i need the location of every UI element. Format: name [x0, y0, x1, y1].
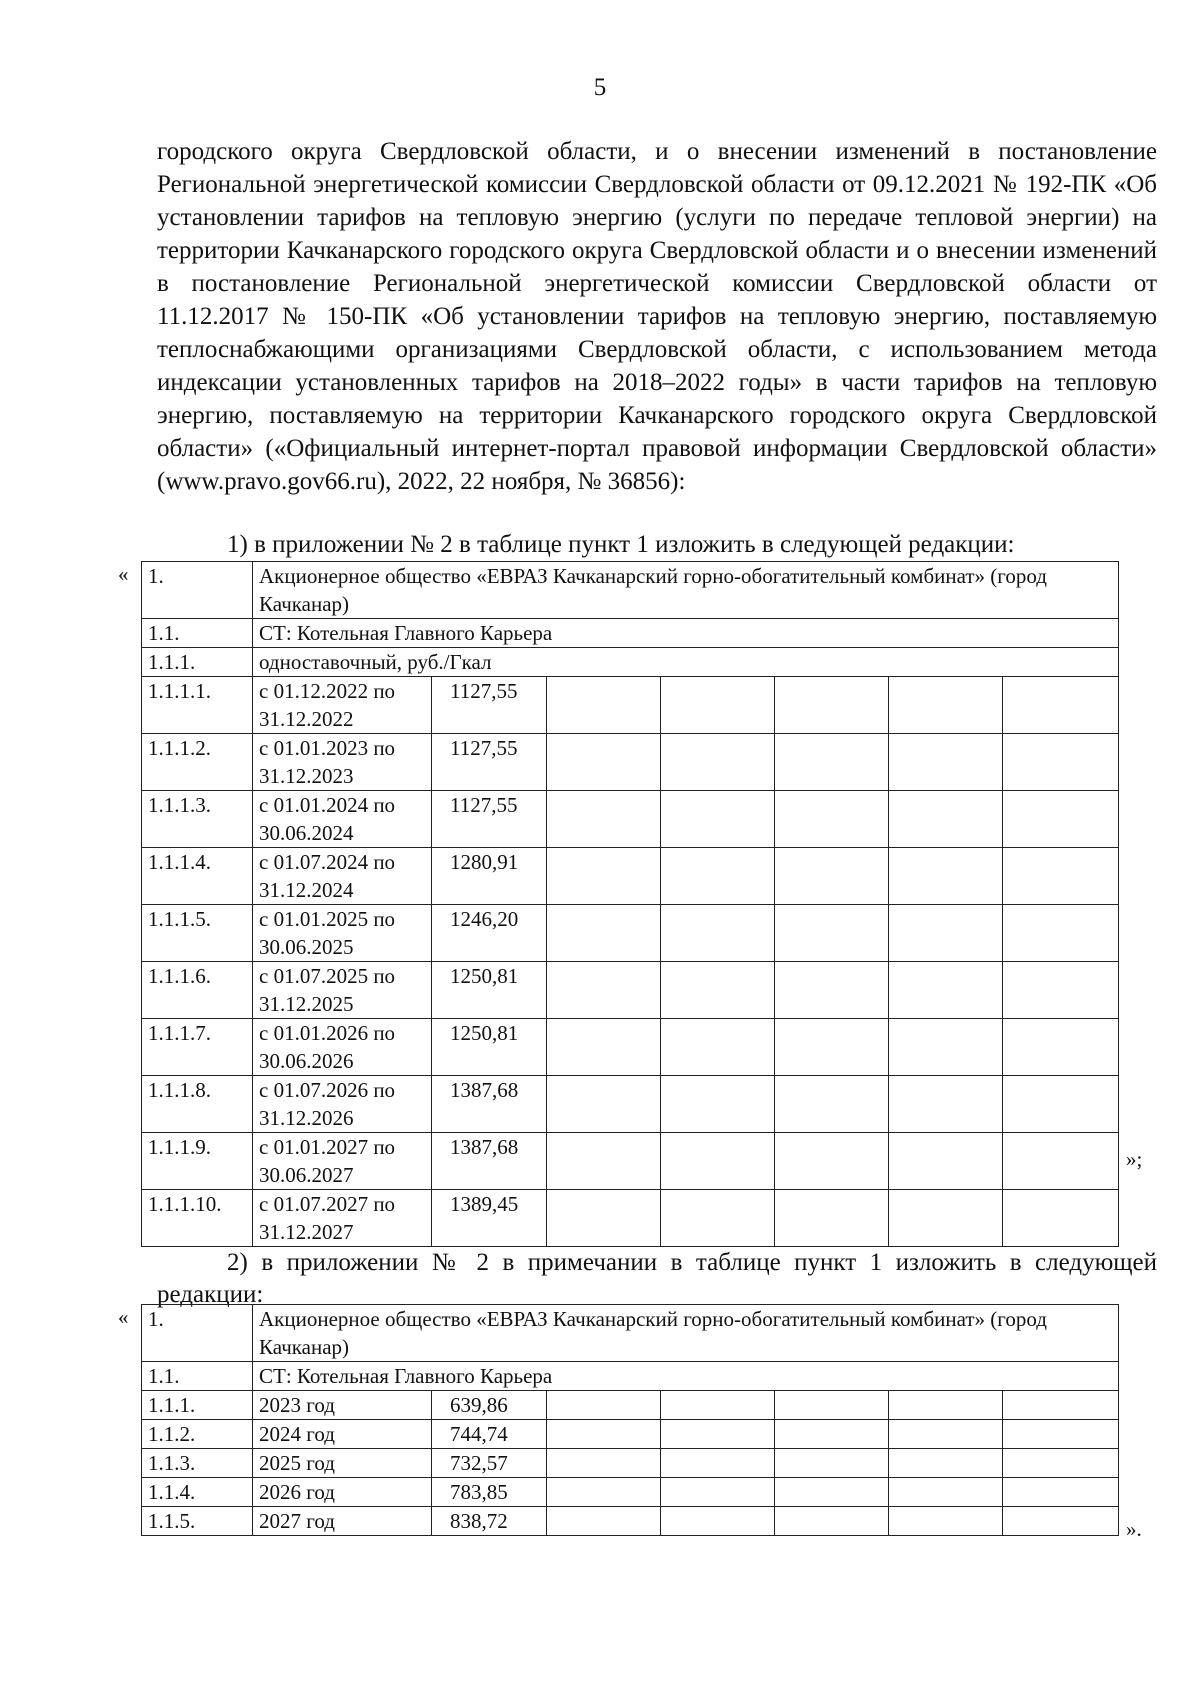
value: 744,74 [432, 1420, 547, 1449]
empty-cell [889, 1449, 1003, 1478]
tariff-period: с 01.07.2025 по 31.12.2025 [253, 962, 432, 1019]
empty-cell [775, 1449, 889, 1478]
empty-cell [547, 791, 661, 848]
tariff-value: 1250,81 [432, 962, 547, 1019]
table-2-closing-quote: ». [1126, 1517, 1142, 1541]
tariff-period: с 01.01.2026 по 30.06.2026 [253, 1019, 432, 1076]
rate-type: одноставочный, руб./Гкал [253, 648, 1119, 677]
empty-cell [889, 734, 1003, 791]
tariff-value: 1246,20 [432, 905, 547, 962]
organization-name: Акционерное общество «ЕВРАЗ Качканарский горно-обогатительный комбинат» (город Качканар) [253, 1305, 1119, 1362]
empty-cell [775, 1420, 889, 1449]
empty-cell [1003, 1019, 1119, 1076]
empty-cell [661, 791, 775, 848]
row-number: 1. [142, 562, 253, 619]
table-row [142, 905, 1119, 962]
tariff-period: с 01.01.2027 по 30.06.2027 [253, 1133, 432, 1190]
tariff-table-1 [141, 561, 1119, 1247]
empty-cell [547, 1076, 661, 1133]
empty-cell [889, 848, 1003, 905]
row-number: 1.1.2. [142, 1420, 253, 1449]
table-row [142, 1478, 1119, 1507]
table-row [142, 734, 1119, 791]
empty-cell [889, 1019, 1003, 1076]
table-row [142, 648, 1119, 677]
table-row [142, 1391, 1119, 1420]
empty-cell [661, 1420, 775, 1449]
empty-cell [547, 677, 661, 734]
row-number: 1.1.1.6. [142, 962, 253, 1019]
tariff-period: с 01.07.2026 по 31.12.2026 [253, 1076, 432, 1133]
tariff-value: 1387,68 [432, 1076, 547, 1133]
empty-cell [775, 1507, 889, 1536]
year: 2027 год [253, 1507, 432, 1536]
empty-cell [889, 1190, 1003, 1247]
empty-cell [1003, 734, 1119, 791]
value: 639,86 [432, 1391, 547, 1420]
empty-cell [547, 1190, 661, 1247]
tariff-period: с 01.01.2025 по 30.06.2025 [253, 905, 432, 962]
table-row [142, 1019, 1119, 1076]
tariff-period: с 01.07.2027 по 31.12.2027 [253, 1190, 432, 1247]
row-number: 1.1.3. [142, 1449, 253, 1478]
table-row [142, 1362, 1119, 1391]
organization-name: Акционерное общество «ЕВРАЗ Качканарский горно-обогатительный комбинат» (город Качканар) [253, 562, 1119, 619]
empty-cell [775, 1190, 889, 1247]
year: 2023 год [253, 1391, 432, 1420]
row-number: 1.1.5. [142, 1507, 253, 1536]
row-number: 1.1.1.9. [142, 1133, 253, 1190]
empty-cell [889, 1391, 1003, 1420]
empty-cell [775, 905, 889, 962]
tariff-value: 1127,55 [432, 677, 547, 734]
empty-cell [1003, 905, 1119, 962]
empty-cell [1003, 1420, 1119, 1449]
table-row [142, 1420, 1119, 1449]
empty-cell [661, 1019, 775, 1076]
tariff-period: с 01.12.2022 по 31.12.2022 [253, 677, 432, 734]
empty-cell [1003, 1133, 1119, 1190]
empty-cell [547, 1507, 661, 1536]
empty-cell [547, 905, 661, 962]
empty-cell [889, 1478, 1003, 1507]
table-row [142, 1507, 1119, 1536]
empty-cell [661, 734, 775, 791]
row-number: 1.1.1.4. [142, 848, 253, 905]
empty-cell [547, 848, 661, 905]
empty-cell [547, 1019, 661, 1076]
empty-cell [1003, 1190, 1119, 1247]
table-row [142, 791, 1119, 848]
year: 2024 год [253, 1420, 432, 1449]
empty-cell [547, 962, 661, 1019]
empty-cell [547, 734, 661, 791]
row-number: 1.1.1.7. [142, 1019, 253, 1076]
empty-cell [1003, 1391, 1119, 1420]
empty-cell [547, 1391, 661, 1420]
empty-cell [1003, 848, 1119, 905]
empty-cell [661, 1391, 775, 1420]
tariff-value: 1389,45 [432, 1190, 547, 1247]
empty-cell [661, 1076, 775, 1133]
empty-cell [547, 1133, 661, 1190]
table-row [142, 962, 1119, 1019]
empty-cell [1003, 791, 1119, 848]
row-number: 1. [142, 1305, 253, 1362]
empty-cell [775, 734, 889, 791]
intro-paragraph: городского округа Свердловской области, и о внесении изменений в постановление Региональной энергетической комиссии Свердловской области от 09.12.2021 № 192-ПК «Об установлении тарифов на тепловую энергию (услуги по передаче тепловой энергии) на территории Качканарского городского округа Свердловской области и о внесении изменений в постановление Региональной энергетической комиссии Свердловской области от 11.12.2017 № 150-ПК «Об установлении тарифов на тепловую энергию, поставляемую теплоснабжающими организациями Свердловской области, с использованием метода индексации установленных тарифов на 2018–2022 годы» в части тарифов на тепловую энергию, поставляемую на территории Качканарского городского округа Свердловской области» («Официальный интернет-портал правовой информации Свердловской области» (www.pravo.gov66.ru), 2022, 22 ноября, № 36856): [157, 138, 1157, 495]
empty-cell [775, 848, 889, 905]
tariff-period: с 01.01.2023 по 31.12.2023 [253, 734, 432, 791]
table-row [142, 1190, 1119, 1247]
row-number: 1.1. [142, 619, 253, 648]
value: 783,85 [432, 1478, 547, 1507]
table-1-opening-quote: « [118, 562, 129, 586]
tariff-value: 1250,81 [432, 1019, 547, 1076]
empty-cell [889, 905, 1003, 962]
empty-cell [889, 1507, 1003, 1536]
empty-cell [661, 962, 775, 1019]
empty-cell [775, 1478, 889, 1507]
empty-cell [775, 962, 889, 1019]
empty-cell [775, 1076, 889, 1133]
table-row [142, 1449, 1119, 1478]
tariff-value: 1387,68 [432, 1133, 547, 1190]
tariff-value: 1280,91 [432, 848, 547, 905]
empty-cell [889, 1133, 1003, 1190]
empty-cell [889, 677, 1003, 734]
row-number: 1.1.1.2. [142, 734, 253, 791]
row-number: 1.1.1.3. [142, 791, 253, 848]
value: 838,72 [432, 1507, 547, 1536]
tariff-period: с 01.07.2024 по 31.12.2024 [253, 848, 432, 905]
year: 2025 год [253, 1449, 432, 1478]
value: 732,57 [432, 1449, 547, 1478]
empty-cell [1003, 1449, 1119, 1478]
table-row [142, 1076, 1119, 1133]
empty-cell [775, 1019, 889, 1076]
tariff-value: 1127,55 [432, 734, 547, 791]
empty-cell [1003, 962, 1119, 1019]
empty-cell [661, 1449, 775, 1478]
empty-cell [547, 1420, 661, 1449]
table-row [142, 1133, 1119, 1190]
heat-source-name: СТ: Котельная Главного Карьера [253, 1362, 1119, 1391]
row-number: 1.1.1.1. [142, 677, 253, 734]
row-number: 1.1.4. [142, 1478, 253, 1507]
empty-cell [661, 677, 775, 734]
empty-cell [661, 848, 775, 905]
table-row [142, 677, 1119, 734]
item-1-heading: 1) в приложении № 2 в таблице пункт 1 изложить в следующей редакции: [227, 531, 1015, 558]
tariff-value: 1127,55 [432, 791, 547, 848]
empty-cell [889, 1076, 1003, 1133]
empty-cell [661, 905, 775, 962]
empty-cell [775, 1133, 889, 1190]
row-number: 1.1.1.5. [142, 905, 253, 962]
empty-cell [1003, 1076, 1119, 1133]
item-2-heading: 2) в приложении № 2 в примечании в таблице пункт 1 изложить в следующей редакции: [157, 1249, 1157, 1308]
empty-cell [889, 962, 1003, 1019]
tariff-table-2 [141, 1304, 1119, 1536]
empty-cell [775, 677, 889, 734]
page-number: 5 [593, 74, 607, 101]
table-1-closing-quote: »; [1126, 1147, 1143, 1171]
row-number: 1.1.1. [142, 1391, 253, 1420]
table-2-opening-quote: « [118, 1305, 129, 1329]
empty-cell [775, 1391, 889, 1420]
table-row [142, 848, 1119, 905]
row-number: 1.1. [142, 1362, 253, 1391]
year: 2026 год [253, 1478, 432, 1507]
empty-cell [661, 1133, 775, 1190]
row-number: 1.1.1. [142, 648, 253, 677]
empty-cell [1003, 677, 1119, 734]
table-row [142, 1305, 1119, 1362]
empty-cell [1003, 1507, 1119, 1536]
empty-cell [547, 1449, 661, 1478]
heat-source-name: СТ: Котельная Главного Карьера [253, 619, 1119, 648]
empty-cell [775, 791, 889, 848]
row-number: 1.1.1.10. [142, 1190, 253, 1247]
table-row [142, 562, 1119, 619]
row-number: 1.1.1.8. [142, 1076, 253, 1133]
empty-cell [661, 1507, 775, 1536]
empty-cell [889, 791, 1003, 848]
empty-cell [661, 1478, 775, 1507]
empty-cell [547, 1478, 661, 1507]
tariff-period: с 01.01.2024 по 30.06.2024 [253, 791, 432, 848]
empty-cell [661, 1190, 775, 1247]
empty-cell [1003, 1478, 1119, 1507]
empty-cell [889, 1420, 1003, 1449]
table-row [142, 619, 1119, 648]
